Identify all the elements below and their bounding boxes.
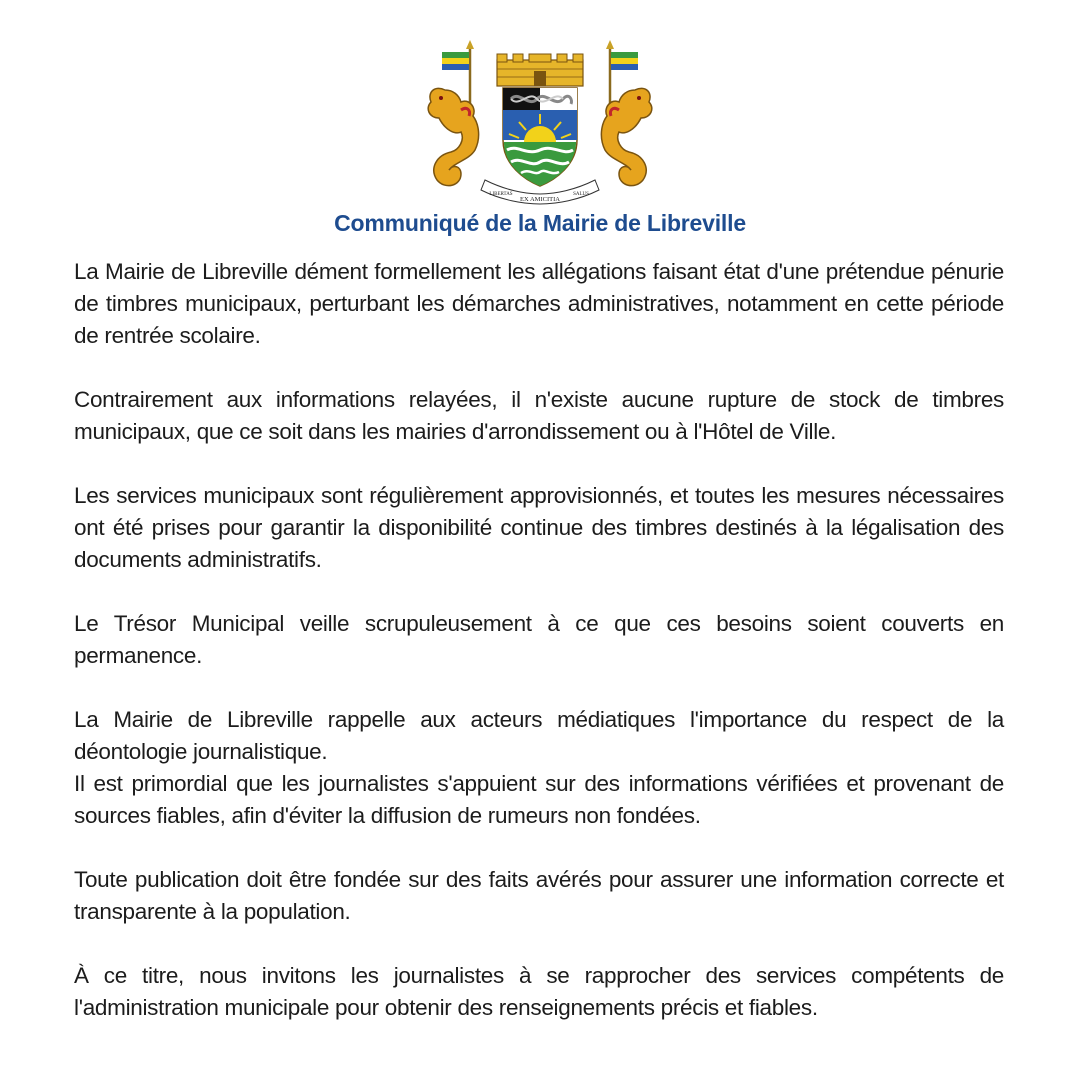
libreville-coat-of-arms [415, 40, 665, 205]
paragraph-facts: Toute publication doit être fondée sur des faits avérés pour assurer une information correcte et transparente à la population. [74, 867, 1004, 924]
paragraph-verified-sources: Il est primordial que les journalistes s'appuient sur des informations vérifiées et provenant de sources fiables, afin d'éviter la diffusion de rumeurs non fondées. [74, 771, 1004, 828]
crest-motto-right: SALUS [573, 192, 589, 197]
paragraph-invitation: À ce titre, nous invitons les journalistes à se rapprocher des services compétents de l'administration municipale pour obtenir des renseignements précis et fiables. [74, 963, 1004, 1020]
crest-emblem [0, 40, 1080, 205]
crest-motto: EX AMICITIA [520, 196, 560, 203]
paragraph-treasury: Le Trésor Municipal veille scrupuleusement à ce que ces besoins soient couverts en permanence. [74, 611, 1004, 668]
paragraph-supply: Les services municipaux sont régulièrement approvisionnés, et toutes les mesures nécessaires ont été prises pour garantir la disponibilité continue des timbres destinés à la légalisation des documents administratifs. [74, 483, 1004, 572]
crest-motto-left: LIBERTAS [489, 192, 513, 197]
paragraph-deontology: La Mairie de Libreville rappelle aux acteurs médiatiques l'importance du respect de la déontologie journalistique. [74, 707, 1004, 764]
communique-body [74, 256, 1004, 1024]
page-title: Communiqué de la Mairie de Libreville [334, 210, 746, 236]
paragraph-no-shortage: Contrairement aux informations relayées, il n'existe aucune rupture de stock de timbres municipaux, que ce soit dans les mairies d'arrondissement ou à l'Hôtel de Ville. [74, 387, 1004, 444]
paragraph-denial: La Mairie de Libreville dément formellement les allégations faisant état d'une prétendue pénurie de timbres municipaux, perturbant les démarches administratives, notamment en cette période de rentrée scolaire. [74, 259, 1004, 348]
